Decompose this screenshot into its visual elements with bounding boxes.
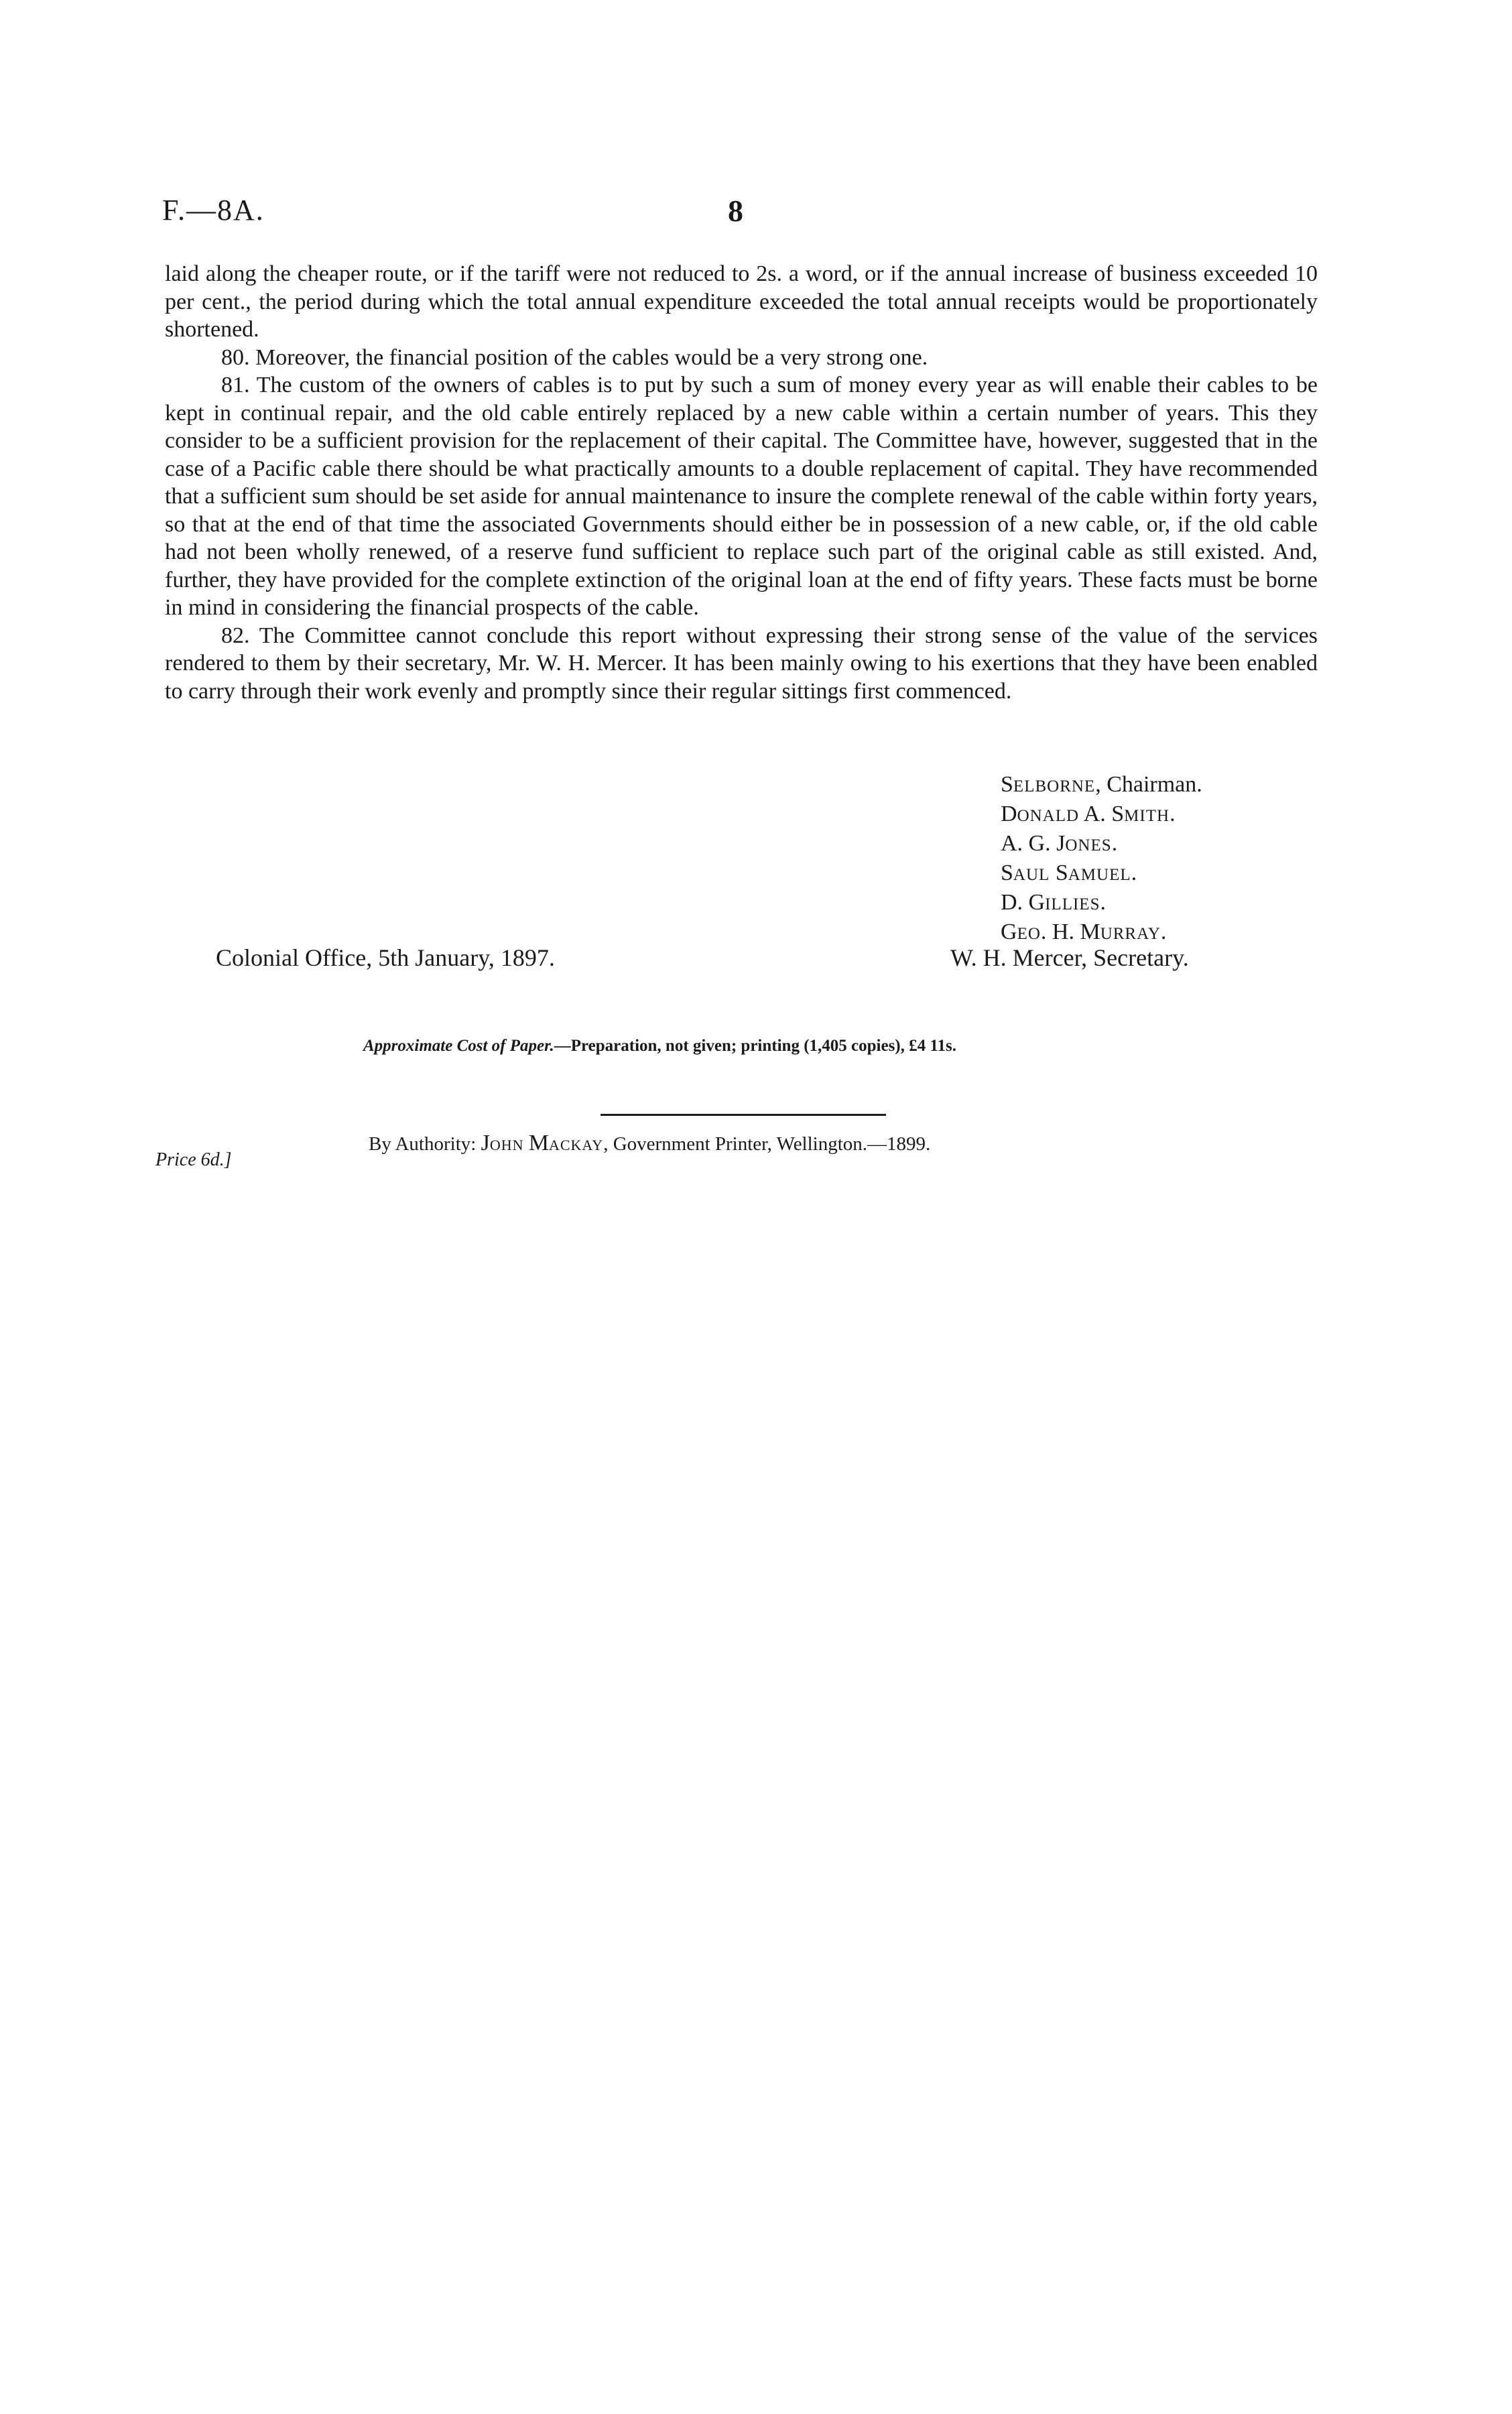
cost-note bbox=[363, 1037, 956, 1056]
secretary-signature: W. H. Mercer, Secretary. bbox=[950, 944, 1189, 971]
paragraph-82: 82. The Committee cannot conclude this report without expressing their strong sense of the value of the services rendered to them by their secretary, Mr. W. H. Mercer. It has been mainly owing to his exertions that they have been enabled to carry through their work evenly and promptly since their regular sittings first commenced. bbox=[165, 623, 1318, 704]
signatory-jones: A. G. JONES. bbox=[1001, 831, 1118, 856]
cost-note-label: Approximate Cost of Paper. bbox=[363, 1037, 554, 1055]
paragraph-81: 81. The custom of the owners of cables is to put by such a sum of money every year as will enable their cables to be kept in continual repair, and the old cable entirely replaced by a new cable within a certain number of years. This they consider to be a sufficient provision for the replacement of their capital. The Committee have, however, suggested that in the case of a Pacific cable there should be what practically amounts to a double replacement of capital. They have recommended that a sufficient sum should be set aside for annual maintenance to insure the complete renewal of the cable within forty years, so that at the end of that time the associated Governments should either be in possession of a new cable, or, if the old cable had not been wholly renewed, of a reserve fund sufficient to replace such part of the original cable as still existed. And, further, they have provided for the complete extinction of the original loan at the end of fifty years. These facts must be borne in mind in considering the financial prospects of the cable. bbox=[165, 373, 1318, 620]
paragraph-80: 80. Moreover, the financial position of the cables would be a very strong one. bbox=[221, 344, 928, 370]
signatory-selborne: SELBORNE, Chairman. bbox=[1001, 772, 1202, 797]
footer-rule bbox=[601, 1114, 886, 1116]
signatory-list bbox=[1001, 771, 1202, 948]
cost-note-text: —Preparation, not given; printing (1,405 copies), £4 11s. bbox=[554, 1037, 956, 1055]
price: Price 6d.] bbox=[155, 1149, 232, 1170]
running-head: F.—8A. bbox=[162, 194, 265, 227]
signatory-gillies: D. GILLIES. bbox=[1001, 890, 1106, 915]
printer-imprint: By Authority: JOHN MACKAY, Government Printer, Wellington.—1899. bbox=[369, 1131, 931, 1155]
signatory-samuel: SAUL SAMUEL. bbox=[1001, 861, 1137, 885]
paragraph-continuation: laid along the cheaper route, or if the tariff were not reduced to 2s. a word, or if the annual increase of business exceeded 10 per cent., the period during which the total annual expenditure exceeded the total annual receipts would be proportionately shortened. bbox=[165, 261, 1318, 342]
place-and-date: Colonial Office, 5th January, 1897. bbox=[216, 944, 555, 971]
report-body bbox=[165, 260, 1318, 705]
page-number: 8 bbox=[728, 194, 743, 228]
signatory-murray: GEO. H. MURRAY. bbox=[1001, 919, 1167, 944]
signatory-smith: DONALD A. SMITH. bbox=[1001, 802, 1176, 826]
